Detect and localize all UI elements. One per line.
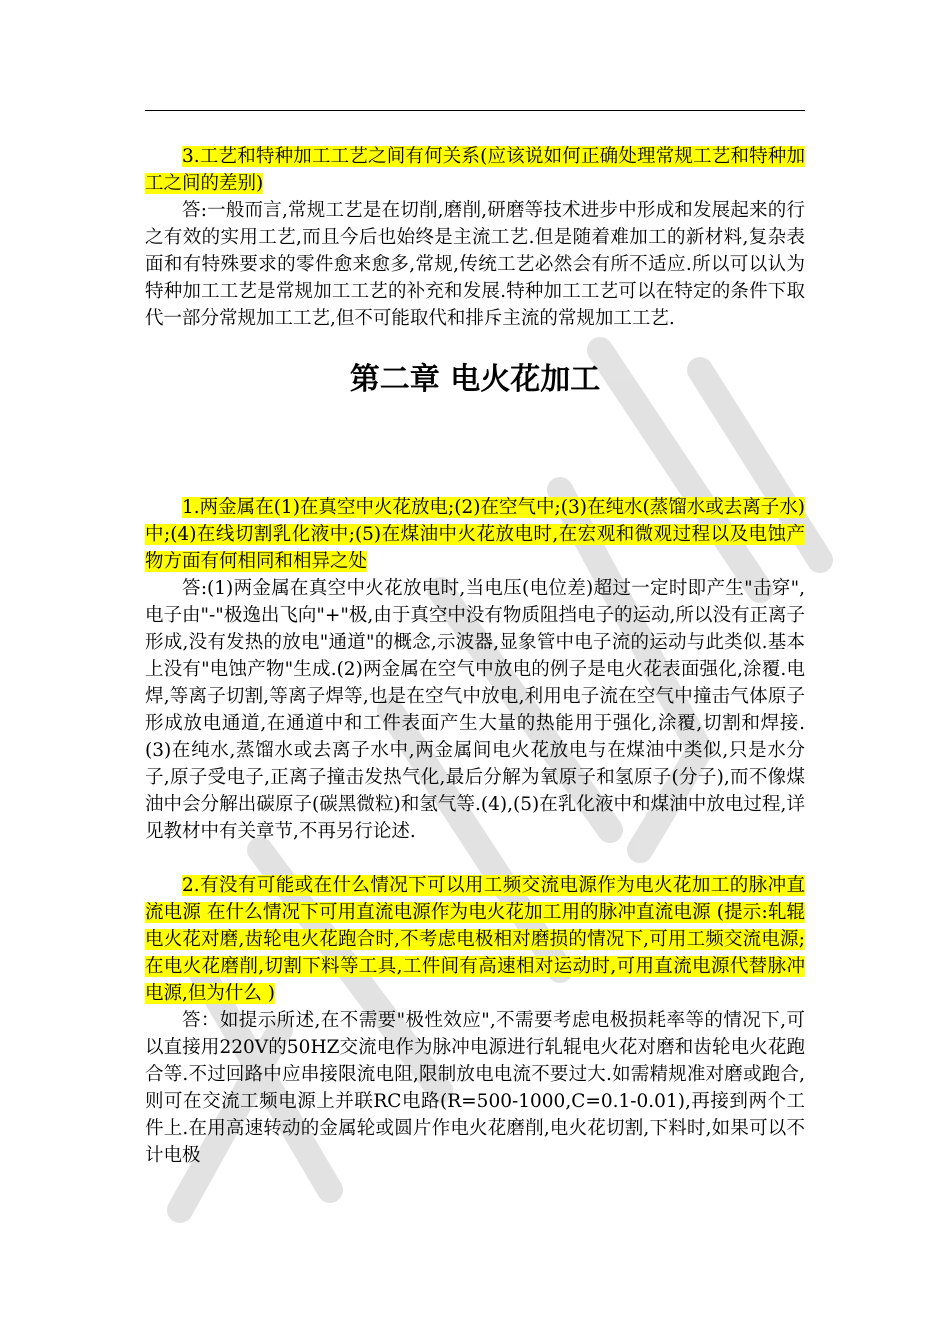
answer-3: 答:一般而言,常规工艺是在切削,磨削,研磨等技术进步中形成和发展起来的行之有效的实用工艺,而且今后也始终是主流工艺.但是随着难加工的新材料,复杂表面和有特殊要求的零件愈来愈多,常规,传统工艺必然会有所不适应.所以可以认为特种加工工艺是常规加工工艺的补充和发展.特种加工工艺可以在特定的条件下取代一部分常规加工工艺,但不可能取代和排斥主流的常规加工工艺. (145, 200, 805, 329)
question-3 (145, 143, 805, 197)
question-1 (145, 494, 805, 575)
document-body (145, 143, 805, 1169)
chapter-title: 第二章 电火花加工 (349, 362, 601, 397)
question-2 (145, 872, 805, 1007)
spacer (145, 404, 805, 494)
answer-1: 答:(1)两金属在真空中火花放电时,当电压(电位差)超过一定时即产生"击穿",电子由"-"极逸出飞向"+"极,由于真空中没有物质阻挡电子的运动,所以没有正离子形成,没有发热的放电"通道"的概念,示波器,显象管中电子流的运动与此类似.基本上没有"电蚀产物"生成.(2)两金属在空气中放电的例子是电火花表面强化,涂覆.电焊,等离子切割,等离子焊等,也是在空气中放电,利用电子流在空气中撞击气体原子形成放电通道,在通道中和工件表面产生大量的热能用于强化,涂覆,切割和焊接.(3)在纯水,蒸馏水或去离子水中,两金属间电火花放电与在煤油中类似,只是水分子,原子受电子,正离子撞击发热气化,最后分解为氧原子和氢原子(分子),而不像煤油中会分解出碳原子(碳黑微粒)和氢气等.(4),(5)在乳化液中和煤油中放电过程,详见教材中有关章节,不再另行论述. (145, 578, 805, 842)
answer-2: 答：如提示所述,在不需要"极性效应",不需要考虑电极损耗率等的情况下,可以直接用220V的50HZ交流电作为脉冲电源进行轧辊电火花对磨和齿轮电火花跑合等.不过回路中应串接限流电阻,限制放电电流不要过大.如需精规准对磨或跑合,则可在交流工频电源上并联RC电路(R=500-1000,C=0.1-0.01),再接到两个工件上.在用高速转动的金属轮或圆片作电火花磨削,电火花切割,下料时,如果可以不计电极 (145, 1010, 805, 1166)
question-1-text: 1.两金属在(1)在真空中火花放电;(2)在空气中;(3)在纯水(蒸馏水或去离子水)中;(4)在线切割乳化液中;(5)在煤油中火花放电时,在宏观和微观过程以及电蚀产物方面有何相同和相异之处 (145, 497, 805, 572)
question-3-text: 3.工艺和特种加工工艺之间有何关系(应该说如何正确处理常规工艺和特种加工之间的差别) (145, 146, 805, 194)
question-2-text: 2.有没有可能或在什么情况下可以用工频交流电源作为电火花加工的脉冲直流电源 在什么情况下可用直流电源作为电火花加工用的脉冲直流电源 (提示:轧辊电火花对磨,齿轮电火花跑合时,不考虑电极相对磨损的情况下,可用工频交流电源;在电火花磨削,切割下料等工具,工件间有高速相对运动时,可用直流电源代替脉冲电源,但为什么 ) (145, 875, 805, 1004)
header-rule (145, 110, 805, 111)
spacer (145, 845, 805, 872)
